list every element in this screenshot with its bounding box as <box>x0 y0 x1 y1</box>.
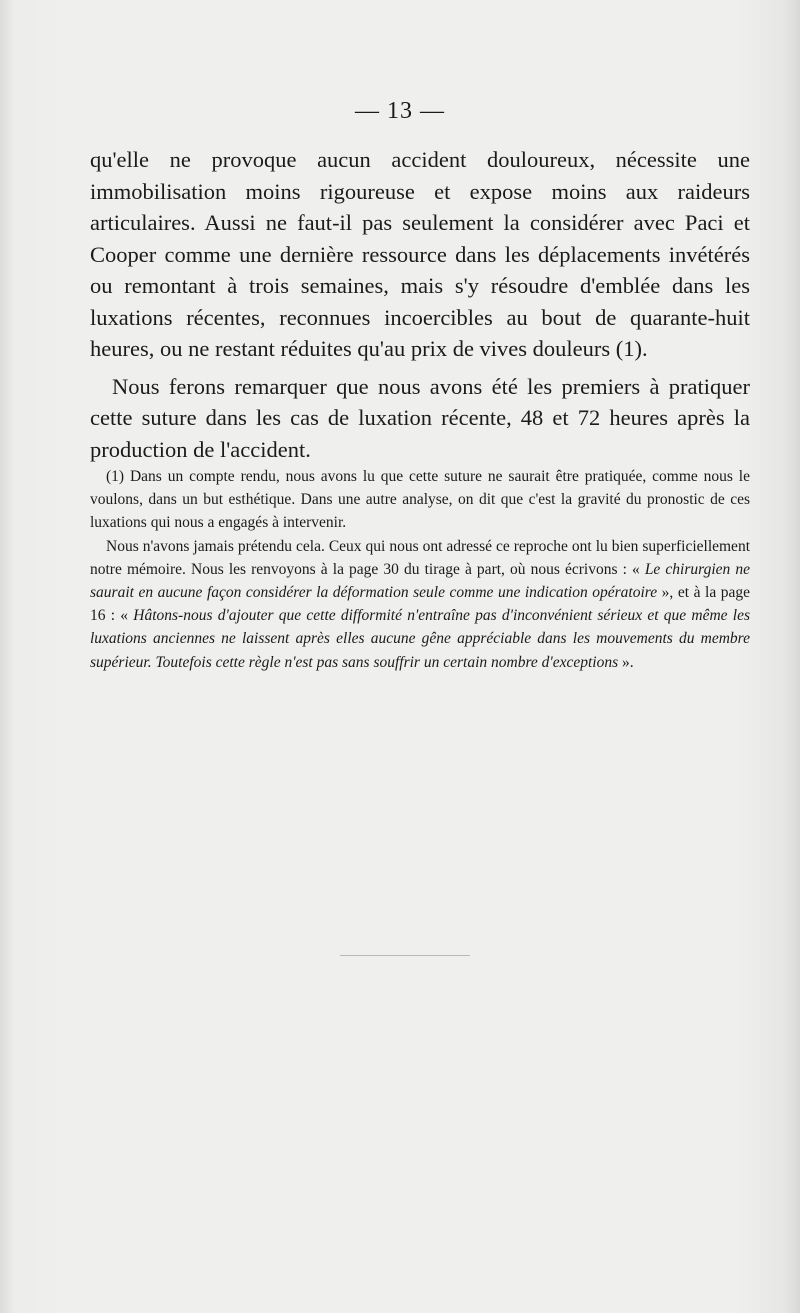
footnote-paragraph-1: (1) Dans un compte rendu, nous avons lu que cette suture ne saurait être pratiquée, comme nous le voulons, dans un but esthétique. Dans une autre analyse, on dit que c'est la gravité du pronostic de ces luxations qui nous a engagés à intervenir. <box>90 468 750 532</box>
footnote-quote-2: Hâtons-nous d'ajouter que cette difformité n'entraîne pas d'inconvénient sérieux et que même les luxations anciennes ne laissent après elles aucune gêne appréciable dans les mouvements du membre supérieur. Toutefois cette règle n'est pas sans souffrir un certain nombre d'exceptions <box>90 607 751 671</box>
section-rule <box>340 955 470 956</box>
footnote-text: », et à la page 16 : « <box>90 584 751 625</box>
footnote-paragraph-2 <box>90 535 750 674</box>
paragraph-1: qu'elle ne provoque aucun accident douloureux, nécessite une immobilisation moins rigoureuse et expose moins aux raideurs articulaires. Aussi ne faut-il pas seulement la considérer avec Paci et Cooper comme une dernière ressource dans les déplacements invétérés ou remontant à trois semaines, mais s'y résoudre d'emblée dans les luxations récentes, reconnues incoercibles au bout de quarante-huit heures, ou ne restant réduites qu'au prix de vives douleurs (1). <box>90 147 750 361</box>
footnote <box>90 465 750 674</box>
footnote-text: ». <box>618 653 634 671</box>
main-text <box>90 144 750 465</box>
paragraph-2: Nous ferons remarquer que nous avons été les premiers à pratiquer cette suture dans les cas de luxation récente, 48 et 72 heures après la production de l'accident. <box>90 373 750 462</box>
page-number: — 13 — <box>355 98 445 124</box>
footnote-text: Nous n'avons jamais prétendu cela. Ceux qui nous ont adressé ce reproche ont lu bien superficiellement notre mémoire. Nous les renvoyons à la page 30 du tirage à part, où nous écrivons : « <box>90 537 750 578</box>
footnote-quote-1: Le chirurgien ne saurait en aucune façon considérer la déformation seule comme une indication opératoire <box>90 560 750 602</box>
